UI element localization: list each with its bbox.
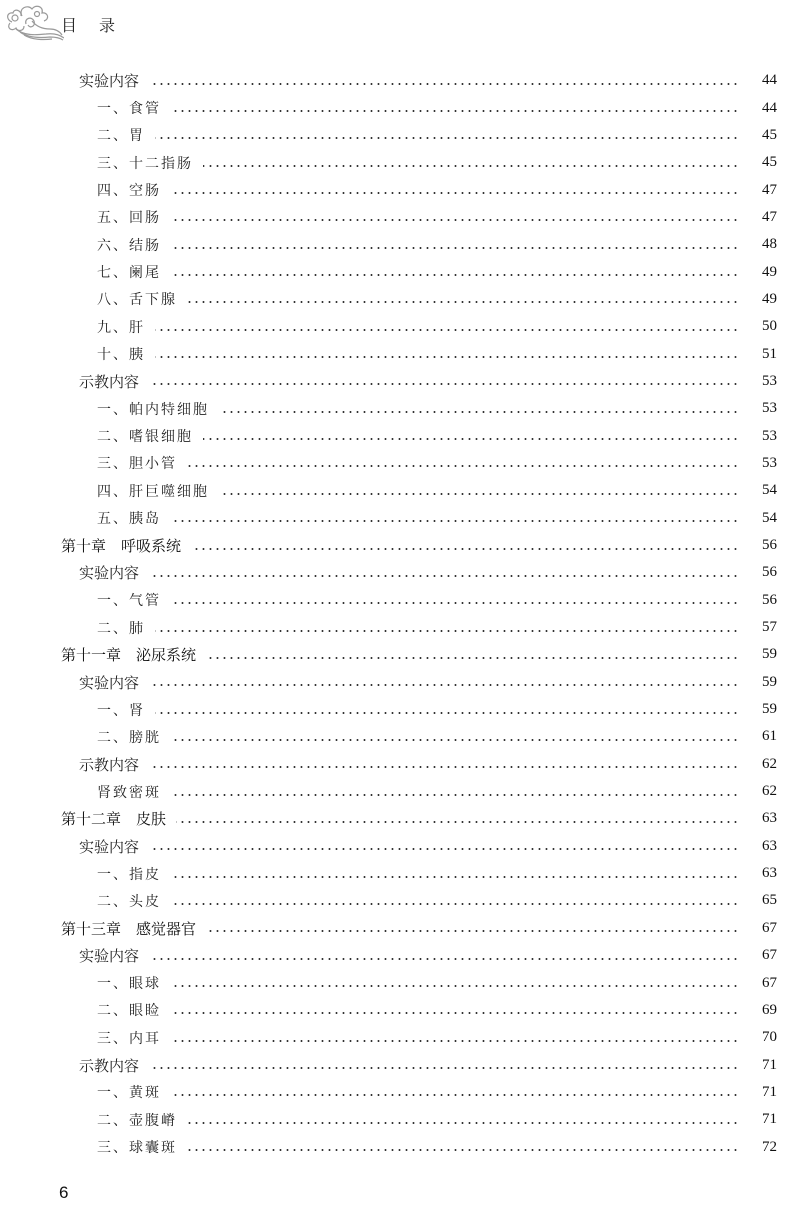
- toc-entry-title: 二、头皮: [97, 891, 171, 911]
- dot-leader: [187, 1122, 739, 1124]
- toc-page-number: 50: [762, 318, 777, 335]
- toc-page-number: 63: [762, 810, 777, 827]
- toc-item-entry[interactable]: [0, 587, 800, 614]
- toc-page-number: 56: [762, 537, 777, 554]
- toc-item-entry[interactable]: [0, 176, 800, 203]
- toc-entry-title: 二、肺: [97, 618, 155, 638]
- dot-leader: [206, 657, 739, 659]
- toc-entry-title: 二、嗜银细胞: [97, 426, 203, 446]
- toc-page-number: 44: [762, 99, 777, 116]
- toc-entry-title: 三、内耳: [97, 1028, 171, 1048]
- dot-leader: [187, 1149, 739, 1151]
- dot-leader: [176, 821, 739, 823]
- toc-chapter-entry[interactable]: [0, 532, 800, 559]
- toc-page-number: 63: [762, 837, 777, 854]
- toc-item-entry[interactable]: [0, 614, 800, 641]
- toc-section-entry[interactable]: [0, 1051, 800, 1078]
- toc-item-entry[interactable]: [0, 887, 800, 914]
- toc-page-number: 54: [762, 482, 777, 499]
- toc-section-entry[interactable]: [0, 368, 800, 395]
- dot-leader: [155, 630, 739, 632]
- dot-leader: [149, 83, 739, 85]
- dot-leader: [155, 137, 739, 139]
- toc-entry-title: 三、球囊斑: [97, 1137, 187, 1157]
- toc-item-entry[interactable]: [0, 1079, 800, 1106]
- toc-page-number: 65: [762, 892, 777, 909]
- dot-leader: [149, 766, 739, 768]
- dot-leader: [149, 383, 739, 385]
- toc-entry-title: 一、指皮: [97, 864, 171, 884]
- toc-section-entry[interactable]: [0, 942, 800, 969]
- toc-page-number: 53: [762, 372, 777, 389]
- dot-leader: [203, 165, 739, 167]
- dot-leader: [149, 848, 739, 850]
- toc-page-number: 63: [762, 865, 777, 882]
- toc-chapter-entry[interactable]: [0, 805, 800, 832]
- toc-page-number: 70: [762, 1029, 777, 1046]
- toc-entry-title: 实验内容: [79, 562, 149, 583]
- table-of-contents: [0, 67, 800, 1161]
- toc-entry-title: 五、胰岛: [97, 508, 171, 528]
- dot-leader: [171, 219, 739, 221]
- dot-leader: [155, 712, 739, 714]
- toc-section-entry[interactable]: [0, 833, 800, 860]
- toc-entry-title: 八、舌下腺: [97, 289, 187, 309]
- toc-page-number: 67: [762, 974, 777, 991]
- toc-page-number: 49: [762, 290, 777, 307]
- dot-leader: [206, 930, 739, 932]
- toc-entry-title: 实验内容: [79, 672, 149, 693]
- dot-leader: [149, 1067, 739, 1069]
- toc-entry-title: 示教内容: [79, 754, 149, 775]
- dot-leader: [171, 520, 739, 522]
- dot-leader: [155, 356, 739, 358]
- toc-item-entry[interactable]: [0, 997, 800, 1024]
- toc-item-entry[interactable]: [0, 505, 800, 532]
- dot-leader: [171, 876, 739, 878]
- toc-page-number: 47: [762, 181, 777, 198]
- toc-item-entry[interactable]: [0, 258, 800, 285]
- toc-entry-title: 第十一章 泌尿系统: [61, 644, 206, 665]
- toc-entry-title: 第十章 呼吸系统: [61, 535, 191, 556]
- toc-item-entry[interactable]: [0, 860, 800, 887]
- toc-page-number: 67: [762, 947, 777, 964]
- toc-page-number: 61: [762, 728, 777, 745]
- toc-entry-title: 十、胰: [97, 344, 155, 364]
- toc-item-entry[interactable]: [0, 340, 800, 367]
- toc-page-number: 54: [762, 509, 777, 526]
- dot-leader: [155, 329, 739, 331]
- toc-entry-title: 一、食管: [97, 98, 171, 118]
- dot-leader: [171, 192, 739, 194]
- dot-leader: [149, 684, 739, 686]
- toc-entry-title: 肾致密斑: [97, 782, 171, 802]
- toc-entry-title: 实验内容: [79, 70, 149, 91]
- toc-item-entry[interactable]: [0, 149, 800, 176]
- toc-entry-title: 四、肝巨噬细胞: [97, 481, 219, 501]
- toc-entry-title: 二、膀胱: [97, 727, 171, 747]
- toc-chapter-entry[interactable]: [0, 641, 800, 668]
- toc-item-entry[interactable]: [0, 204, 800, 231]
- page-number: 6: [59, 1183, 69, 1202]
- toc-page-number: 53: [762, 427, 777, 444]
- toc-entry-title: 实验内容: [79, 836, 149, 857]
- toc-item-entry[interactable]: [0, 286, 800, 313]
- toc-page-number: 71: [762, 1111, 777, 1128]
- dot-leader: [187, 301, 739, 303]
- toc-page-number: 45: [762, 154, 777, 171]
- toc-item-entry[interactable]: [0, 94, 800, 121]
- dot-leader: [171, 739, 739, 741]
- toc-entry-title: 二、眼睑: [97, 1000, 171, 1020]
- toc-entry-title: 五、回肠: [97, 207, 171, 227]
- toc-entry-title: 七、阑尾: [97, 262, 171, 282]
- toc-entry-title: 三、胆小管: [97, 453, 187, 473]
- toc-item-entry[interactable]: [0, 696, 800, 723]
- toc-section-entry[interactable]: [0, 559, 800, 586]
- dot-leader: [149, 958, 739, 960]
- toc-page-number: 56: [762, 564, 777, 581]
- toc-entry-title: 一、黄斑: [97, 1082, 171, 1102]
- dot-leader: [171, 1040, 739, 1042]
- toc-entry-title: 第十三章 感觉器官: [61, 918, 206, 939]
- toc-page-number: 45: [762, 126, 777, 143]
- toc-page-number: 69: [762, 1001, 777, 1018]
- toc-page-number: 62: [762, 755, 777, 772]
- toc-entry-title: 一、帕内特细胞: [97, 399, 219, 419]
- toc-page-number: 71: [762, 1083, 777, 1100]
- toc-page-number: 72: [762, 1138, 777, 1155]
- toc-page-number: 59: [762, 701, 777, 718]
- page-header: [0, 0, 800, 50]
- toc-page-number: 49: [762, 263, 777, 280]
- dot-leader: [171, 1094, 739, 1096]
- toc-section-entry[interactable]: [0, 67, 800, 94]
- toc-item-entry[interactable]: [0, 1024, 800, 1051]
- toc-entry-title: 一、眼球: [97, 973, 171, 993]
- toc-page-number: 53: [762, 454, 777, 471]
- dot-leader: [219, 493, 739, 495]
- toc-section-entry[interactable]: [0, 751, 800, 778]
- dot-leader: [171, 247, 739, 249]
- toc-item-entry[interactable]: [0, 1133, 800, 1160]
- cloud-ornament-icon: [2, 2, 64, 42]
- toc-item-entry[interactable]: [0, 422, 800, 449]
- toc-page-number: 59: [762, 646, 777, 663]
- dot-leader: [171, 602, 739, 604]
- toc-entry-title: 九、肝: [97, 317, 155, 337]
- dot-leader: [203, 438, 739, 440]
- dot-leader: [171, 274, 739, 276]
- toc-entry-title: 一、肾: [97, 700, 155, 720]
- dot-leader: [171, 903, 739, 905]
- toc-page-number: 62: [762, 783, 777, 800]
- toc-chapter-entry[interactable]: [0, 915, 800, 942]
- toc-item-entry[interactable]: [0, 1106, 800, 1133]
- dot-leader: [171, 794, 739, 796]
- dot-leader: [171, 1012, 739, 1014]
- toc-page-number: 53: [762, 400, 777, 417]
- toc-item-entry[interactable]: [0, 969, 800, 996]
- toc-item-entry[interactable]: [0, 450, 800, 477]
- toc-entry-title: 示教内容: [79, 1055, 149, 1076]
- toc-page-number: 71: [762, 1056, 777, 1073]
- page-title: 目录: [61, 16, 138, 35]
- dot-leader: [191, 548, 739, 550]
- toc-item-entry[interactable]: [0, 231, 800, 258]
- toc-item-entry[interactable]: [0, 313, 800, 340]
- toc-page-number: 59: [762, 673, 777, 690]
- dot-leader: [187, 465, 739, 467]
- dot-leader: [219, 411, 739, 413]
- toc-page-number: 47: [762, 208, 777, 225]
- toc-page-number: 57: [762, 619, 777, 636]
- toc-page-number: 51: [762, 345, 777, 362]
- toc-item-entry[interactable]: [0, 122, 800, 149]
- toc-entry-title: 四、空肠: [97, 180, 171, 200]
- dot-leader: [149, 575, 739, 577]
- toc-item-entry[interactable]: [0, 477, 800, 504]
- dot-leader: [171, 110, 739, 112]
- toc-entry-title: 示教内容: [79, 371, 149, 392]
- toc-item-entry[interactable]: [0, 395, 800, 422]
- toc-entry-title: 六、结肠: [97, 235, 171, 255]
- toc-item-entry[interactable]: [0, 723, 800, 750]
- toc-entry-title: 实验内容: [79, 945, 149, 966]
- toc-page-number: 56: [762, 591, 777, 608]
- toc-page-number: 67: [762, 919, 777, 936]
- toc-entry-title: 二、壶腹嵴: [97, 1110, 187, 1130]
- toc-page-number: 44: [762, 72, 777, 89]
- toc-entry-title: 三、十二指肠: [97, 153, 203, 173]
- toc-entry-title: 第十二章 皮肤: [61, 808, 176, 829]
- dot-leader: [171, 985, 739, 987]
- toc-item-entry[interactable]: [0, 778, 800, 805]
- toc-entry-title: 二、胃: [97, 125, 155, 145]
- toc-entry-title: 一、气管: [97, 590, 171, 610]
- toc-section-entry[interactable]: [0, 669, 800, 696]
- toc-page-number: 48: [762, 236, 777, 253]
